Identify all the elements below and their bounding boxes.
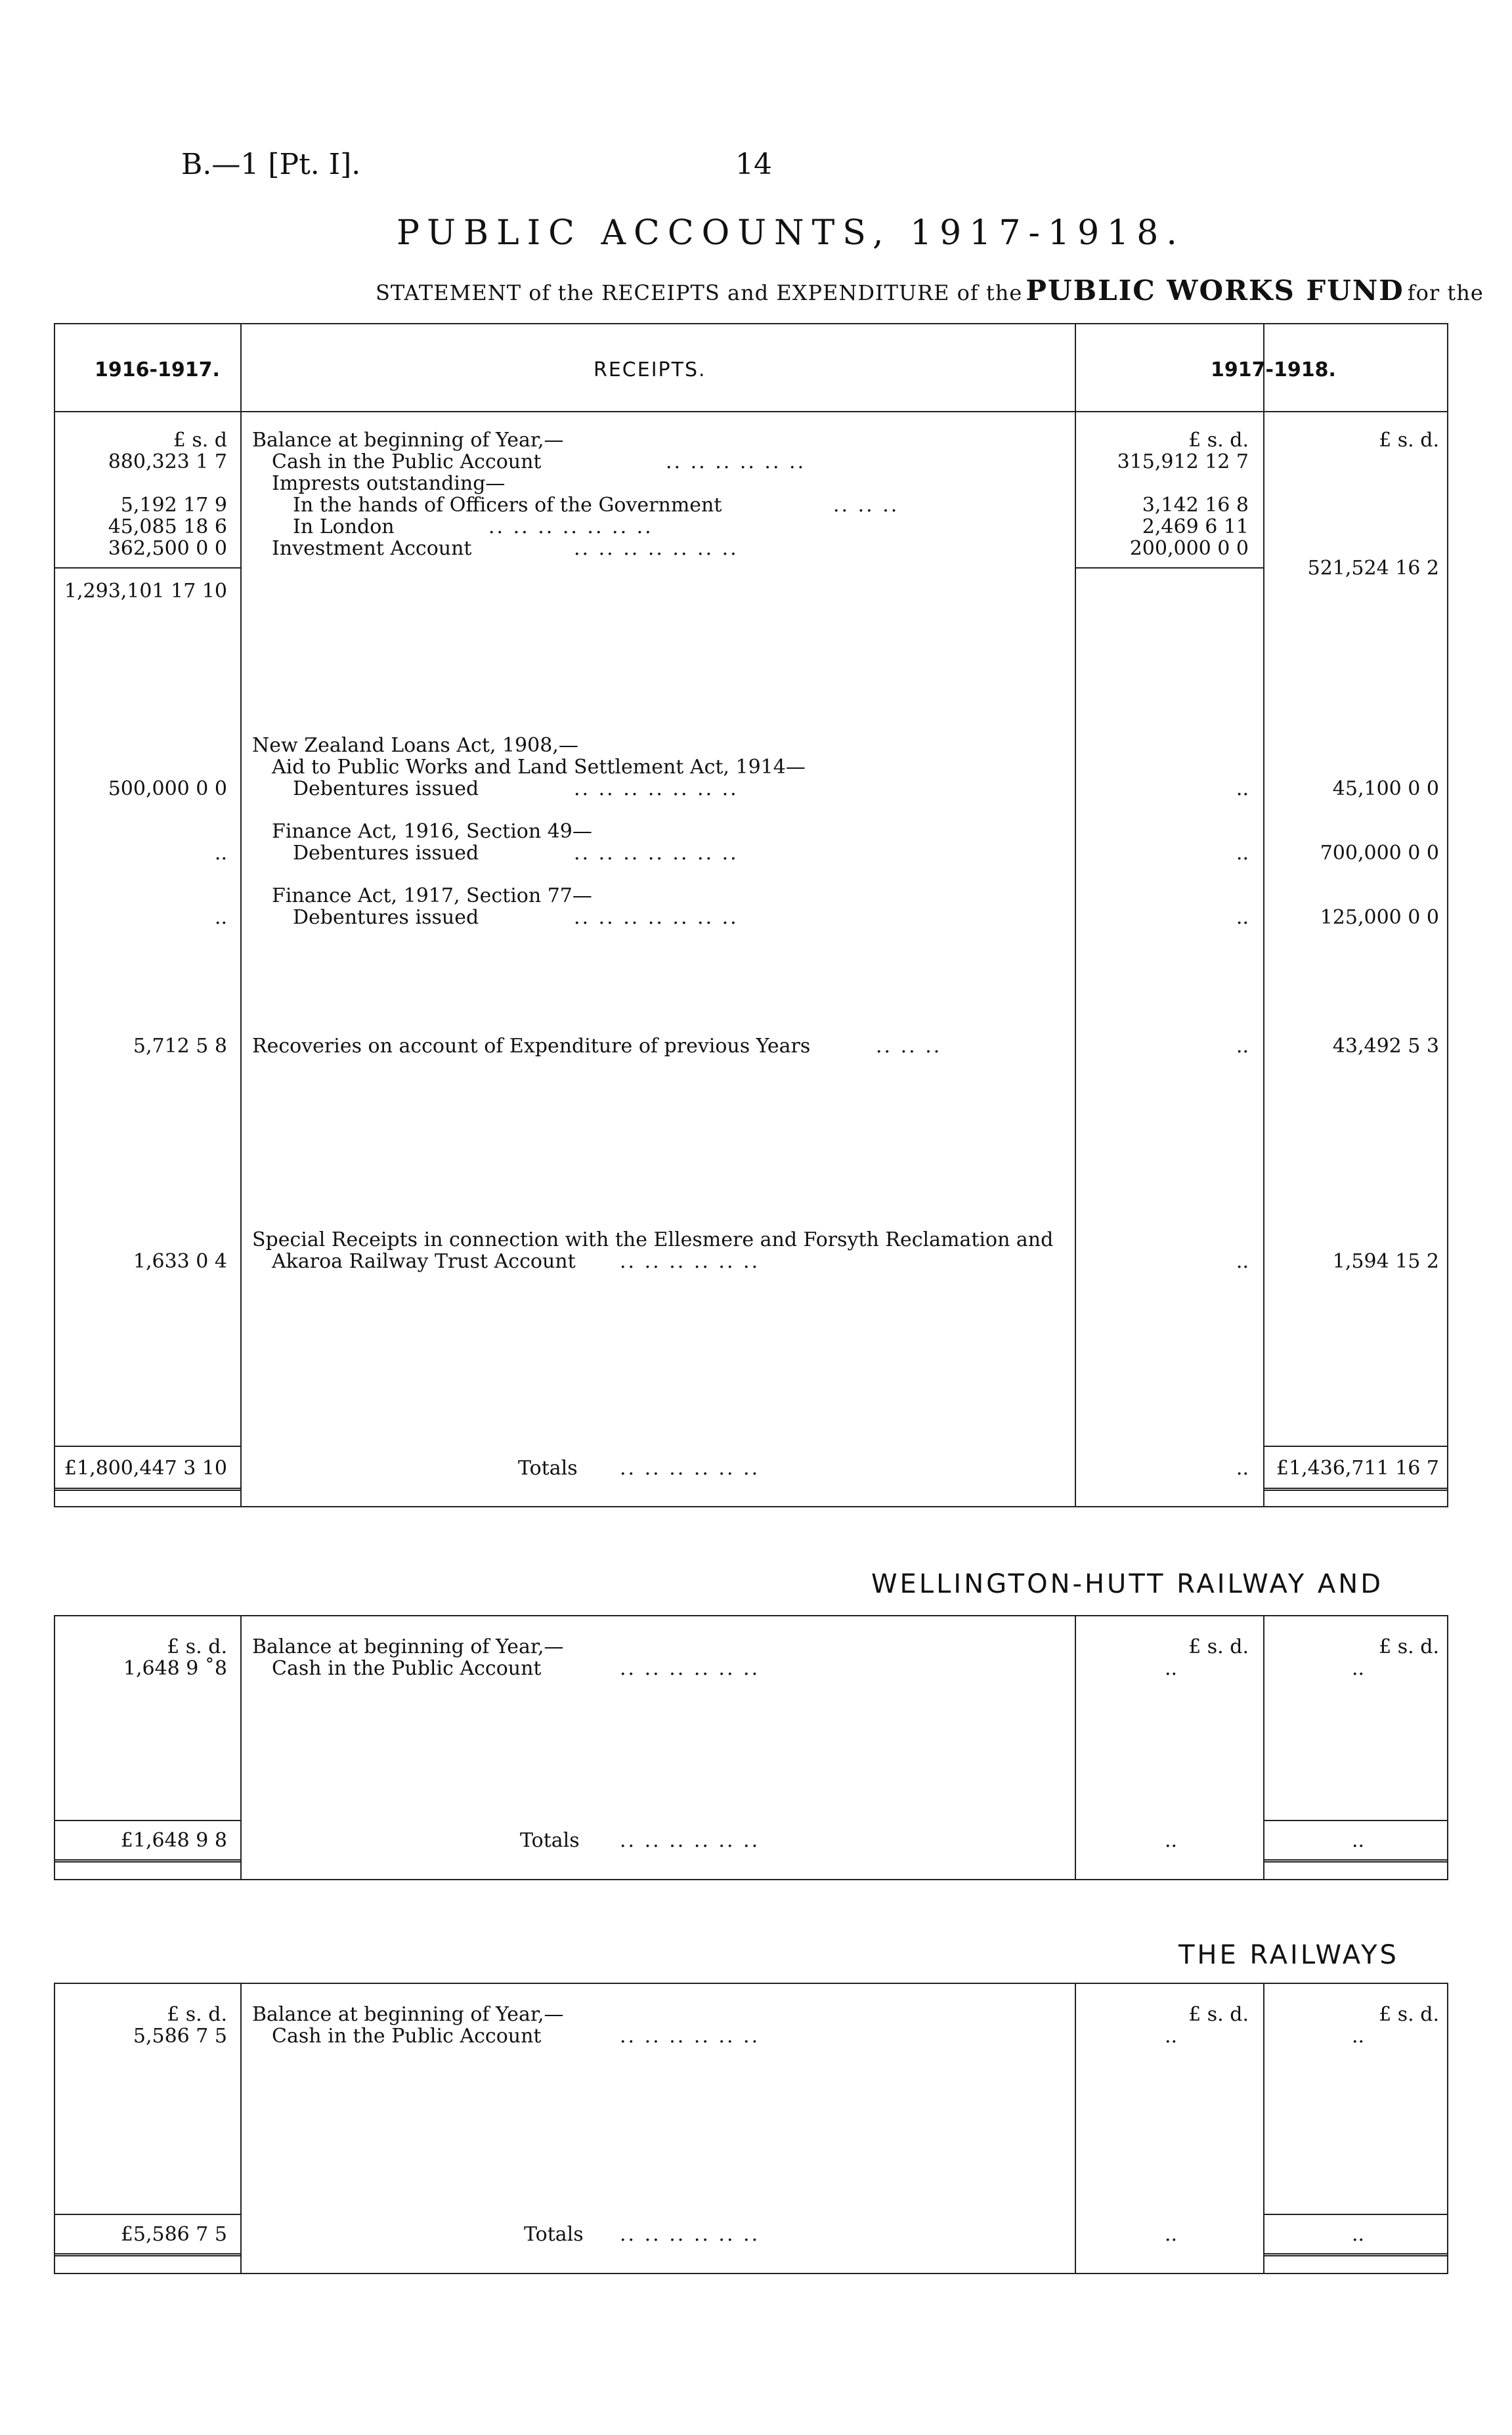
invest-cur: 200,000 0 0 [1129,537,1249,560]
london-prev: 45,085 18 6 [108,515,227,538]
london-cur: 2,469 6 11 [1142,515,1249,538]
recov-leader-dots: .. .. .. [876,1035,942,1058]
column-header-1916-1917: 1916-1917. [95,358,220,381]
special-prev: 1,633 0 4 [133,1250,227,1273]
rly-totals-prev: £5,586 7 5 [120,2223,227,2246]
whr-unit-right: £ s. d. [1379,1635,1439,1658]
rly-totals-cur: .. [1352,2223,1365,2246]
whr-cash-prev: 1,648 9 ˚8 [123,1657,227,1680]
whr-cash-cur-detail: .. [1165,1657,1178,1680]
aid-heading: Aid to Public Works and Land Settlement Act, 1914— [272,756,806,779]
aid-cur: 45,100 0 0 [1332,777,1439,800]
fin1916-cur-detail: .. [1236,842,1249,865]
whr-cash-cur: .. [1352,1657,1365,1680]
column-header-1917-1918: 1917-1918. [1211,358,1336,381]
totals-label: Totals [518,1457,578,1480]
recov-cur-detail: .. [1236,1035,1249,1058]
rly-cash-label: Cash in the Public Account [272,2025,542,2048]
rly-balance-heading: Balance at beginning of Year,— [252,2003,564,2026]
officers-label: In the hands of Officers of the Government [293,494,722,517]
whr-balance-heading: Balance at beginning of Year,— [252,1635,564,1658]
public-works-fund-table [54,323,1448,1507]
whr-totals-label: Totals [520,1829,580,1852]
totals-leader-dots: .. .. .. .. .. .. [620,1457,760,1480]
whr-heading: WELLINGTON-HUTT RAILWAY AND [871,1569,1383,1599]
rly-totals-label: Totals [524,2223,584,2246]
fin1916-leader-dots: .. .. .. .. .. .. .. [574,842,739,865]
recov-cur: 43,492 5 3 [1332,1035,1439,1058]
invest-prev: 362,500 0 0 [108,537,227,560]
nzl-heading: New Zealand Loans Act, 1908,— [252,734,578,757]
recov-label: Recoveries on account of Expenditure of previous Years [252,1035,811,1058]
fin1916-label: Debentures issued [293,842,479,865]
rly-unit-left: £ s. d. [167,2003,227,2026]
cash-leader-dots: .. .. .. .. .. .. [666,450,806,473]
cash-prev: 880,323 1 7 [108,450,227,473]
special-cur-detail: .. [1236,1250,1249,1273]
aid-leader-dots: .. .. .. .. .. .. .. [574,777,739,800]
unit-header-1916-1917: £ s. d [173,429,227,452]
page-number: 14 [735,148,772,181]
column-header-receipts: RECEIPTS. [594,358,706,381]
whr-totals-leader-dots: .. .. .. .. .. .. [620,1829,760,1852]
whr-totals-cur: .. [1352,1829,1365,1852]
rly-totals-leader-dots: .. .. .. .. .. .. [620,2223,760,2246]
fin1916-heading: Finance Act, 1916, Section 49— [272,820,592,843]
totals-cur-detail: .. [1236,1457,1249,1480]
fin1917-prev: .. [214,906,227,929]
whr-totals-prev: £1,648 9 8 [120,1829,227,1852]
rly-cash-cur-detail: .. [1165,2025,1178,2048]
fin1917-leader-dots: .. .. .. .. .. .. .. [574,906,739,929]
recov-prev: 5,712 5 8 [133,1035,227,1058]
rly-unit-mid: £ s. d. [1188,2003,1249,2026]
rly-cash-leader-dots: .. .. .. .. .. .. [620,2025,760,2048]
balance-total-cur: 521,524 16 2 [1307,557,1439,580]
aid-cur-detail: .. [1236,777,1249,800]
whr-cash-label: Cash in the Public Account [272,1657,542,1680]
whr-totals-cur-detail: .. [1165,1829,1178,1852]
fin1917-cur: 125,000 0 0 [1320,906,1439,929]
unit-header-1917-1918-detail: £ s. d. [1188,429,1249,452]
whr-unit-mid: £ s. d. [1188,1635,1249,1658]
officers-cur: 3,142 16 8 [1142,494,1249,517]
invest-leader-dots: .. .. .. .. .. .. .. [574,537,739,560]
whr-cash-leader-dots: .. .. .. .. .. .. [620,1657,760,1680]
london-label: In London [293,515,395,538]
cash-label: Cash in the Public Account [272,450,542,473]
special-cur: 1,594 15 2 [1332,1250,1439,1273]
subtitle-prefix: STATEMENT of the RECEIPTS and EXPENDITURE of the [376,280,1023,305]
cash-cur: 315,912 12 7 [1117,450,1249,473]
document-reference: B.—1 [Pt. I]. [181,148,361,181]
railways-table [54,1983,1448,2274]
officers-prev: 5,192 17 9 [120,494,227,517]
balance-total-prev: 1,293,101 17 10 [64,580,227,603]
aid-label: Debentures issued [293,777,479,800]
rly-cash-cur: .. [1352,2025,1365,2048]
officers-leader-dots: .. .. .. [833,494,899,517]
special-leader-dots: .. .. .. .. .. .. [620,1250,760,1273]
statement-subtitle [376,274,1484,307]
special-line2: Akaroa Railway Trust Account [272,1250,576,1273]
totals-cur: £1,436,711 16 7 [1276,1457,1439,1480]
page-title: PUBLIC ACCOUNTS, 1917-1918. [397,213,1185,253]
whr-unit-left: £ s. d. [167,1635,227,1658]
fin1916-cur: 700,000 0 0 [1320,842,1439,865]
balance-heading: Balance at beginning of Year,— [252,429,564,452]
fin1916-prev: .. [214,842,227,865]
fin1917-label: Debentures issued [293,906,479,929]
aid-prev: 500,000 0 0 [108,777,227,800]
invest-label: Investment Account [272,537,472,560]
london-leader-dots: .. .. .. .. .. .. .. [488,515,653,538]
unit-header-1917-1918-total: £ s. d. [1379,429,1439,452]
special-line1: Special Receipts in connection with the Ellesmere and Forsyth Reclamation and [252,1228,1054,1251]
rly-totals-cur-detail: .. [1165,2223,1178,2246]
subtitle-fund-name: PUBLIC WORKS FUND [1026,274,1404,307]
fin1917-heading: Finance Act, 1917, Section 77— [272,884,592,907]
rly-unit-right: £ s. d. [1379,2003,1439,2026]
wellington-hutt-table [54,1615,1448,1880]
subtitle-suffix: for the [1407,280,1484,305]
totals-prev: £1,800,447 3 10 [64,1457,227,1480]
rly-cash-prev: 5,586 7 5 [133,2025,227,2048]
fin1917-cur-detail: .. [1236,906,1249,929]
imprests-heading: Imprests outstanding— [272,472,506,495]
rly-heading: THE RAILWAYS [1178,1940,1399,1970]
